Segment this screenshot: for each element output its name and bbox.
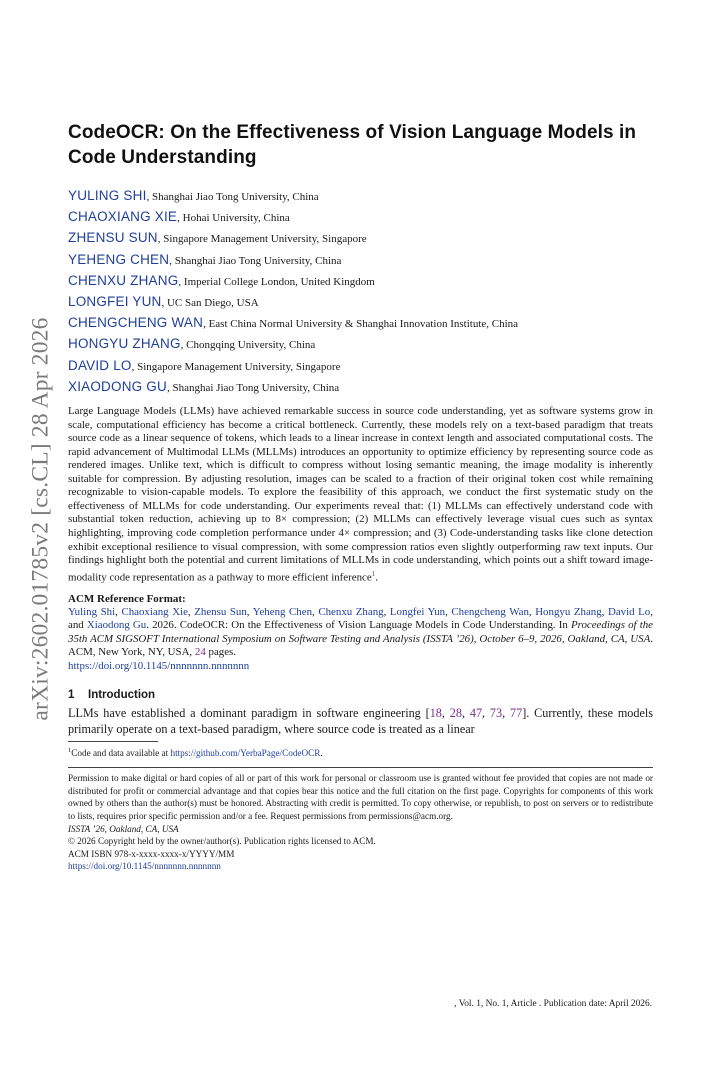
footnote — [68, 745, 653, 759]
author-entry — [68, 313, 653, 334]
acm-reference-body — [68, 606, 653, 674]
separator: , — [115, 605, 122, 618]
citation-link[interactable]: 73 — [489, 706, 503, 721]
reference-text: . ACM, New York, NY, USA, — [68, 632, 653, 659]
separator: , — [461, 706, 470, 721]
author-affiliation: , Shanghai Jiao Tong University, China — [166, 381, 340, 394]
author-name[interactable]: YEHENG CHEN — [68, 251, 170, 267]
separator: , — [502, 706, 510, 721]
author-name[interactable]: YULING SHI — [68, 188, 147, 203]
author-affiliation: , UC San Diego, USA — [161, 297, 259, 310]
separator: , — [601, 605, 608, 618]
section-number: 1 — [68, 689, 75, 702]
separator: , — [482, 706, 490, 721]
abstract-end: . — [375, 571, 378, 584]
copyright-notice: © 2026 Copyright held by the owner/author(s). Publication rights licensed to ACM. — [68, 836, 376, 847]
acm-reference-heading: ACM Reference Format: — [68, 592, 186, 605]
reference-text: . 2026. CodeOCR: On the Effectiveness of Vision Language Models in Code Understanding. In — [146, 619, 571, 632]
author-affiliation: , Shanghai Jiao Tong University, China — [169, 254, 342, 267]
author-entry — [68, 207, 653, 228]
author-entry — [68, 250, 653, 271]
github-link[interactable]: https://github.com/YerbaPage/CodeOCR — [170, 748, 321, 759]
author-affiliation: , East China Normal University & Shanghai Innovation Institute, China — [203, 318, 519, 331]
citation-link[interactable]: 47 — [469, 706, 483, 721]
arxiv-sidebar-identifier — [26, 275, 56, 763]
page-count-link[interactable]: 24 — [194, 646, 206, 659]
reference-doi-link[interactable]: https://doi.org/10.1145/nnnnnnn.nnnnnnn — [68, 659, 250, 672]
body-text: LLMs have established a dominant paradigm in software engineering [ — [68, 706, 430, 721]
author-name[interactable]: CHAOXIANG XIE — [68, 209, 178, 225]
citation-link[interactable]: 18 — [429, 706, 442, 721]
separator: , — [383, 605, 390, 618]
reference-author-link[interactable]: Longfei Yun — [389, 605, 446, 618]
reference-author-link[interactable]: Chenxu Zhang — [318, 605, 384, 618]
section-heading — [68, 687, 653, 703]
author-entry — [68, 377, 653, 398]
author-affiliation: , Hohai University, China — [177, 212, 290, 225]
reference-author-link[interactable]: Chaoxiang Xie — [121, 605, 188, 618]
author-list — [68, 186, 653, 398]
acm-reference-format — [68, 592, 653, 674]
footnote-marker[interactable]: 1 — [371, 569, 376, 578]
introduction-section — [68, 687, 653, 737]
author-entry — [68, 292, 653, 313]
citation-link[interactable]: 28 — [449, 706, 462, 721]
author-affiliation: , Shanghai Jiao Tong University, China — [146, 191, 319, 203]
reference-author-link[interactable]: Chengcheng Wan — [451, 605, 529, 618]
reference-author-link[interactable]: Zhensu Sun — [194, 605, 247, 618]
footnote-text: Code and data available at — [71, 748, 171, 759]
author-entry — [68, 271, 653, 292]
author-affiliation: , Chongqing University, China — [180, 339, 316, 352]
author-name[interactable]: HONGYU ZHANG — [68, 336, 181, 352]
author-name[interactable]: CHENGCHENG WAN — [68, 315, 204, 331]
separator: , — [445, 605, 452, 618]
reference-author-link[interactable]: David Lo — [607, 605, 651, 618]
author-entry — [68, 186, 653, 207]
footnote-end: . — [320, 748, 323, 759]
separator: , — [312, 605, 319, 618]
paper-page — [68, 120, 653, 873]
author-name[interactable]: CHENXU ZHANG — [68, 272, 179, 288]
reference-author-link[interactable]: Yeheng Chen — [252, 605, 313, 618]
author-entry — [68, 334, 653, 355]
author-entry — [68, 356, 653, 377]
introduction-text — [68, 706, 653, 737]
author-entry — [68, 228, 653, 249]
separator: , and — [68, 605, 653, 632]
author-name[interactable]: XIAODONG GU — [68, 378, 167, 394]
section-title: Introduction — [88, 689, 156, 702]
paper-title: CodeOCR: On the Effectiveness of Vision Language Models in Code Understanding — [68, 122, 637, 168]
footnote-number: 1 — [68, 747, 72, 755]
permission-block — [68, 772, 653, 873]
author-affiliation: , Singapore Management University, Singapore — [131, 360, 341, 373]
publication-info: , Vol. 1, No. 1, Article . Publication date: April 2026. — [454, 999, 652, 1009]
reference-author-link[interactable]: Yuling Shi — [68, 605, 116, 618]
abstract-text: Large Language Models (LLMs) have achieved remarkable success in source code understanding, yet as software systems grow in scale, computational efficiency has become a critical bottleneck. Currently, these models rely on a text-based paradigm that treats source code as a linear sequence of tokens, which leads to a linear increase in context length and associated computational costs. The rapid advancement of Multimodal LLMs (MLLMs) introduces an opportunity to optimize efficiency by representing source code as rendered images. Unlike text, which is difficult to compress without losing semantic meaning, the image modality is inherently suitable for compression. By adjusting resolution, images can be scaled to a fraction of their original token cost while remaining recognizable to vision-capable models. To explore the feasibility of this approach, we conduct the first systematic study on the effectiveness of MLLMs for code understanding. Our experiments reveal that: (1) MLLMs can effectively understand code with substantial token reduction, achieving up to 8× compression; (2) MLLMs can effectively leverage visual cues such as syntax highlighting, improving code completion performance under 4× compression; and (3) Code-understanding tasks like clone detection exhibit exceptional resilience to visual compression, with some compression ratios even slightly outperforming raw text inputs. Our findings highlight both the potential and current limitations of MLLMs in code understanding, which points out a shift toward image-modality code representation as a pathway to more efficient inference — [68, 405, 653, 584]
author-name[interactable]: LONGFEI YUN — [68, 294, 162, 310]
separator: , — [441, 706, 450, 721]
reference-author-link[interactable]: Xiaodong Gu — [86, 619, 147, 632]
reference-text: pages. — [205, 646, 237, 659]
author-affiliation: , Imperial College London, United Kingdom — [178, 275, 375, 288]
author-name[interactable]: DAVID LO — [68, 357, 132, 373]
abstract — [68, 405, 653, 585]
author-affiliation: , Singapore Management University, Singapore — [157, 233, 367, 246]
citation-link[interactable]: 77 — [510, 706, 523, 721]
arxiv-id-text: arXiv:2602.01785v2 [cs.CL] 28 Apr 2026 — [27, 317, 54, 721]
permission-doi-link[interactable]: https://doi.org/10.1145/nnnnnnn.nnnnnnn — [68, 861, 221, 872]
separator: , — [187, 605, 195, 618]
permission-divider — [68, 767, 653, 768]
separator: , — [246, 605, 253, 618]
author-name[interactable]: ZHENSU SUN — [68, 230, 158, 246]
reference-venue: Proceedings of the 35th ACM SIGSOFT International Symposium on Software Testing and Analysis (ISSTA ’26), October 6–9, 2026, Oakland, CA, USA — [68, 619, 654, 645]
reference-author-link[interactable]: Hongyu Zhang — [535, 605, 602, 618]
footnote-divider — [68, 741, 158, 742]
separator: , — [528, 605, 536, 618]
isbn: ACM ISBN 978-x-xxxx-xxxx-x/YYYY/MM — [68, 848, 235, 859]
conference-info: ISSTA ’26, Oakland, CA, USA — [68, 823, 179, 834]
body-text: ]. Currently, these models primarily operate on a text-based paradigm, where source code is treated as a linear — [68, 706, 654, 736]
permission-text: Permission to make digital or hard copies of all or part of this work for personal or classroom use is granted without fee provided that copies are not made or distributed for profit or commercial advantage and that copies bear this notice and the full citation on the first page. Copyrights for components of this work owned by others than the author(s) must be honored. Abstracting with credit is permitted. To copy otherwise, or republish, to post on servers or to redistribute to lists, requires prior specific permission and/or a fee. Request permissions from permissions@acm.org. — [68, 773, 653, 821]
